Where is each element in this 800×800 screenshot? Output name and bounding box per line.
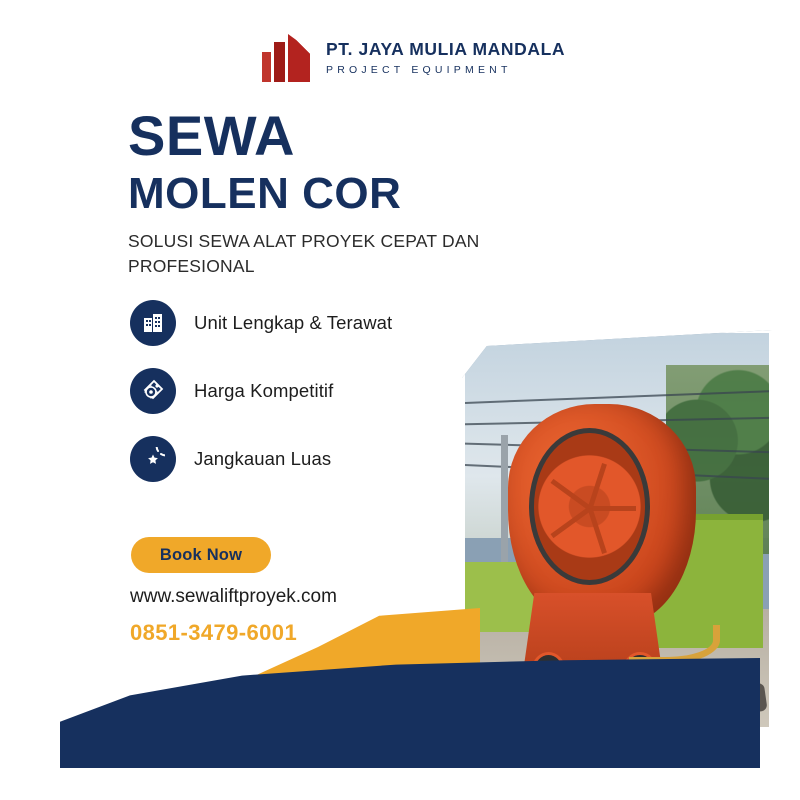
headline-subtitle: SOLUSI SEWA ALAT PROYEK CEPAT DAN PROFESIONAL bbox=[128, 231, 480, 277]
feature-item bbox=[130, 436, 392, 482]
company-tagline: PROJECT EQUIPMENT bbox=[326, 63, 512, 76]
feature-label: Jangkauan Luas bbox=[194, 448, 332, 469]
building-blocks-logo-icon bbox=[262, 34, 312, 82]
book-now-button[interactable]: Book Now bbox=[131, 537, 271, 573]
decorative-bottom-bar bbox=[60, 742, 760, 768]
phone-number[interactable]: 0851-3479-6001 bbox=[130, 620, 298, 645]
price-tag-gear-icon bbox=[130, 368, 176, 414]
headline-line-1: SEWA bbox=[128, 104, 295, 167]
feature-item bbox=[130, 368, 392, 414]
headline-line-2: MOLEN COR bbox=[128, 169, 402, 218]
website-url[interactable]: www.sewaliftproyek.com bbox=[130, 586, 337, 607]
feature-label: Unit Lengkap & Terawat bbox=[194, 312, 393, 333]
building-icon bbox=[130, 300, 176, 346]
company-name: PT. JAYA MULIA MANDALA bbox=[326, 39, 566, 60]
feature-item bbox=[130, 300, 392, 346]
brand-text bbox=[326, 40, 565, 75]
feature-list bbox=[130, 300, 392, 482]
target-star-icon bbox=[130, 436, 176, 482]
feature-label: Harga Kompetitif bbox=[194, 380, 334, 401]
brand-header bbox=[262, 34, 565, 82]
